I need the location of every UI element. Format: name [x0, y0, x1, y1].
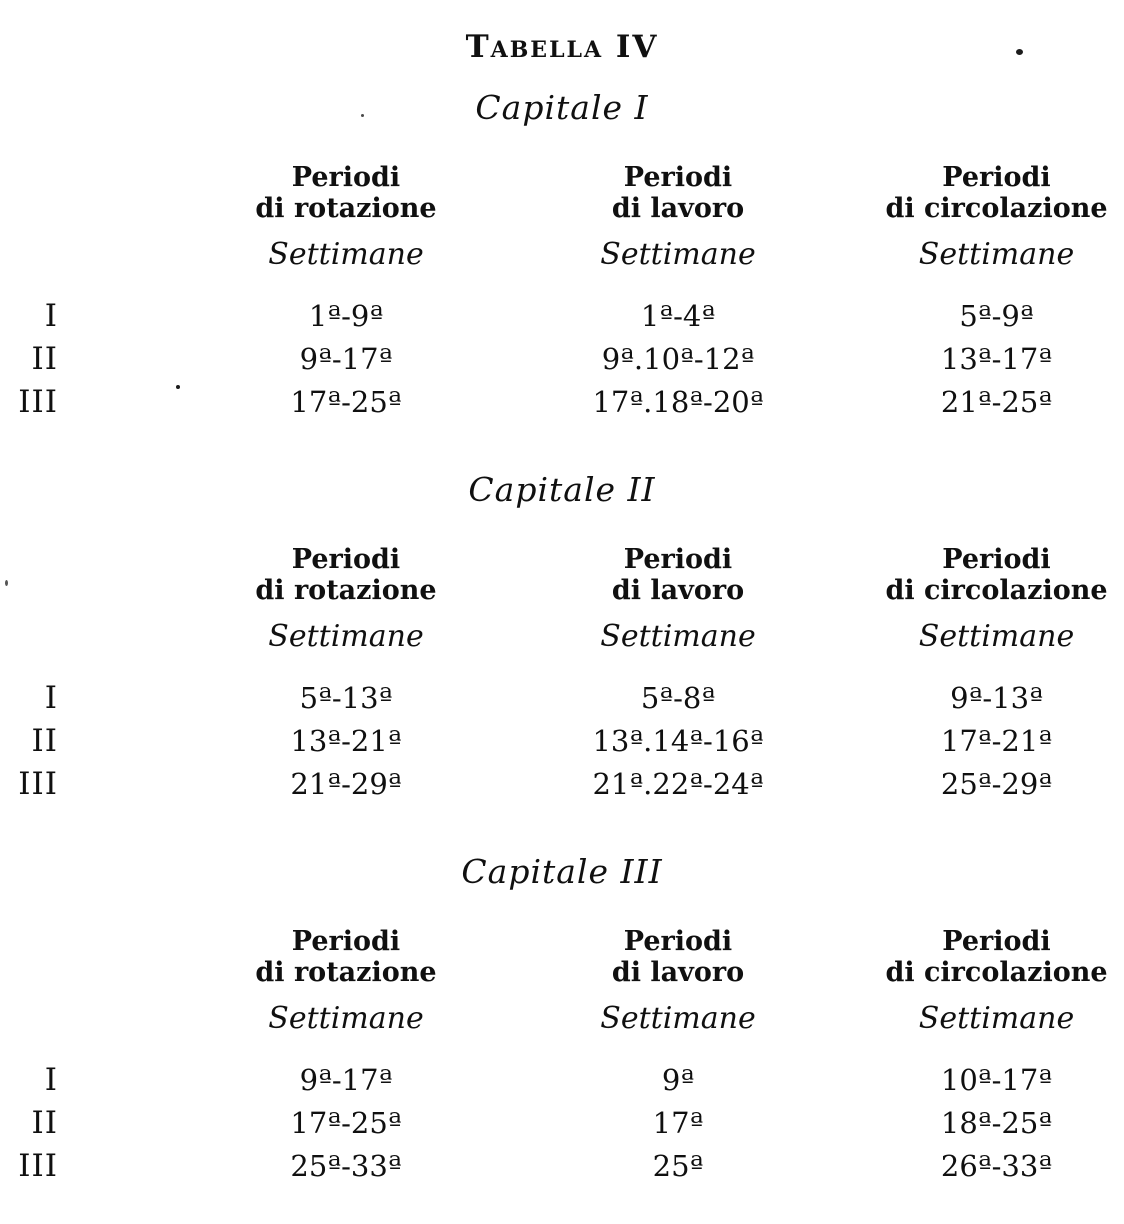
table-row — [0, 338, 1124, 381]
capitale-section-2 — [0, 468, 1124, 806]
row-label: III — [18, 1148, 58, 1184]
column-header-row — [0, 926, 1124, 988]
value-lavoro: 5ª-8ª — [640, 681, 716, 715]
value-circolazione: 25ª-29ª — [940, 767, 1053, 801]
spacer-cell — [0, 239, 177, 271]
value-circolazione: 18ª-25ª — [940, 1106, 1053, 1140]
value-rotazione: 25ª-33ª — [290, 1149, 402, 1183]
row-label: I — [44, 1062, 58, 1098]
value-lavoro: 9ª.10ª-12ª — [601, 342, 755, 376]
value-lavoro: 17ª.18ª-20ª — [592, 385, 764, 419]
value-lavoro: 13ª.14ª-16ª — [592, 724, 764, 758]
column-header-rotazione — [177, 926, 515, 988]
spacer-cell — [0, 162, 177, 224]
unit-row — [0, 1003, 1124, 1035]
value-rotazione: 9ª-17ª — [299, 1063, 393, 1097]
table-row — [0, 763, 1124, 806]
value-rotazione: 21ª-29ª — [290, 767, 402, 801]
capitale-heading: Capitale I — [475, 88, 649, 127]
unit-label: Settimane — [918, 237, 1075, 272]
column-header-circolazione — [841, 544, 1124, 606]
value-circolazione: 26ª-33ª — [940, 1149, 1053, 1183]
value-lavoro: 1ª-4ª — [640, 299, 716, 333]
table-row — [0, 677, 1124, 720]
header-line1: Periodi — [623, 162, 733, 193]
unit-label: Settimane — [918, 1001, 1075, 1036]
header-line1: Periodi — [942, 926, 1051, 957]
unit-label: Settimane — [268, 619, 424, 654]
value-lavoro: 25ª — [652, 1149, 704, 1183]
value-rotazione: 9ª-17ª — [299, 342, 393, 376]
column-header-row — [0, 162, 1124, 224]
value-lavoro: 21ª.22ª-24ª — [592, 767, 764, 801]
value-circolazione: 10ª-17ª — [940, 1063, 1053, 1097]
column-header-row — [0, 544, 1124, 606]
column-header-lavoro — [515, 544, 841, 606]
table-row — [0, 720, 1124, 763]
unit-label: Settimane — [268, 1001, 424, 1036]
value-rotazione: 17ª-25ª — [290, 1106, 402, 1140]
scan-speck — [176, 385, 180, 389]
column-header-rotazione — [177, 162, 515, 224]
table-row — [0, 1145, 1124, 1188]
capitale-heading: Capitale II — [468, 470, 656, 509]
value-circolazione: 21ª-25ª — [940, 385, 1053, 419]
header-line2: di lavoro — [611, 575, 745, 606]
table-row — [0, 1059, 1124, 1102]
header-line1: Periodi — [623, 926, 733, 957]
value-rotazione: 5ª-13ª — [299, 681, 393, 715]
unit-label: Settimane — [268, 237, 424, 272]
header-line2: di lavoro — [611, 957, 745, 988]
spacer-cell — [0, 621, 177, 653]
scan-speck — [1016, 49, 1023, 55]
value-rotazione: 13ª-21ª — [290, 724, 402, 758]
row-label: II — [31, 1105, 58, 1141]
spacer-cell — [0, 544, 177, 606]
header-line2: di rotazione — [255, 193, 437, 224]
header-line2: di circolazione — [885, 193, 1108, 224]
column-header-lavoro — [515, 162, 841, 224]
column-header-circolazione — [841, 926, 1124, 988]
row-label: I — [44, 298, 58, 334]
scan-speck — [5, 580, 8, 586]
header-line2: di circolazione — [885, 575, 1108, 606]
capitale-heading: Capitale III — [461, 852, 663, 891]
column-header-lavoro — [515, 926, 841, 988]
spacer-cell — [0, 1003, 177, 1035]
table-row — [0, 381, 1124, 424]
scan-speck — [361, 114, 364, 117]
unit-row — [0, 239, 1124, 271]
spacer-cell — [0, 926, 177, 988]
capitale-section-1 — [0, 86, 1124, 424]
row-label: II — [31, 723, 58, 759]
header-line1: Periodi — [623, 544, 733, 575]
row-label: I — [44, 680, 58, 716]
unit-row — [0, 621, 1124, 653]
header-line2: di circolazione — [885, 957, 1108, 988]
value-circolazione: 9ª-13ª — [950, 681, 1043, 715]
unit-label: Settimane — [600, 619, 756, 654]
row-label: III — [18, 384, 58, 420]
header-line2: di rotazione — [255, 575, 437, 606]
column-header-circolazione — [841, 162, 1124, 224]
capitale-section-3 — [0, 850, 1124, 1188]
row-label: II — [31, 341, 58, 377]
header-line2: di rotazione — [255, 957, 437, 988]
table-row — [0, 1102, 1124, 1145]
value-rotazione: 1ª-9ª — [308, 299, 384, 333]
header-line2: di lavoro — [611, 193, 745, 224]
page-title: Tabella IV — [465, 29, 659, 65]
value-lavoro: 17ª — [652, 1106, 704, 1140]
header-line1: Periodi — [942, 162, 1051, 193]
value-circolazione: 5ª-9ª — [959, 299, 1034, 333]
row-label: III — [18, 766, 58, 802]
value-rotazione: 17ª-25ª — [290, 385, 402, 419]
unit-label: Settimane — [600, 1001, 756, 1036]
value-circolazione: 13ª-17ª — [940, 342, 1053, 376]
header-line1: Periodi — [291, 162, 401, 193]
column-header-rotazione — [177, 544, 515, 606]
unit-label: Settimane — [600, 237, 756, 272]
value-lavoro: 9ª — [661, 1063, 695, 1097]
header-line1: Periodi — [291, 926, 401, 957]
header-line1: Periodi — [942, 544, 1051, 575]
header-line1: Periodi — [291, 544, 401, 575]
unit-label: Settimane — [918, 619, 1075, 654]
table-row — [0, 295, 1124, 338]
value-circolazione: 17ª-21ª — [940, 724, 1053, 758]
